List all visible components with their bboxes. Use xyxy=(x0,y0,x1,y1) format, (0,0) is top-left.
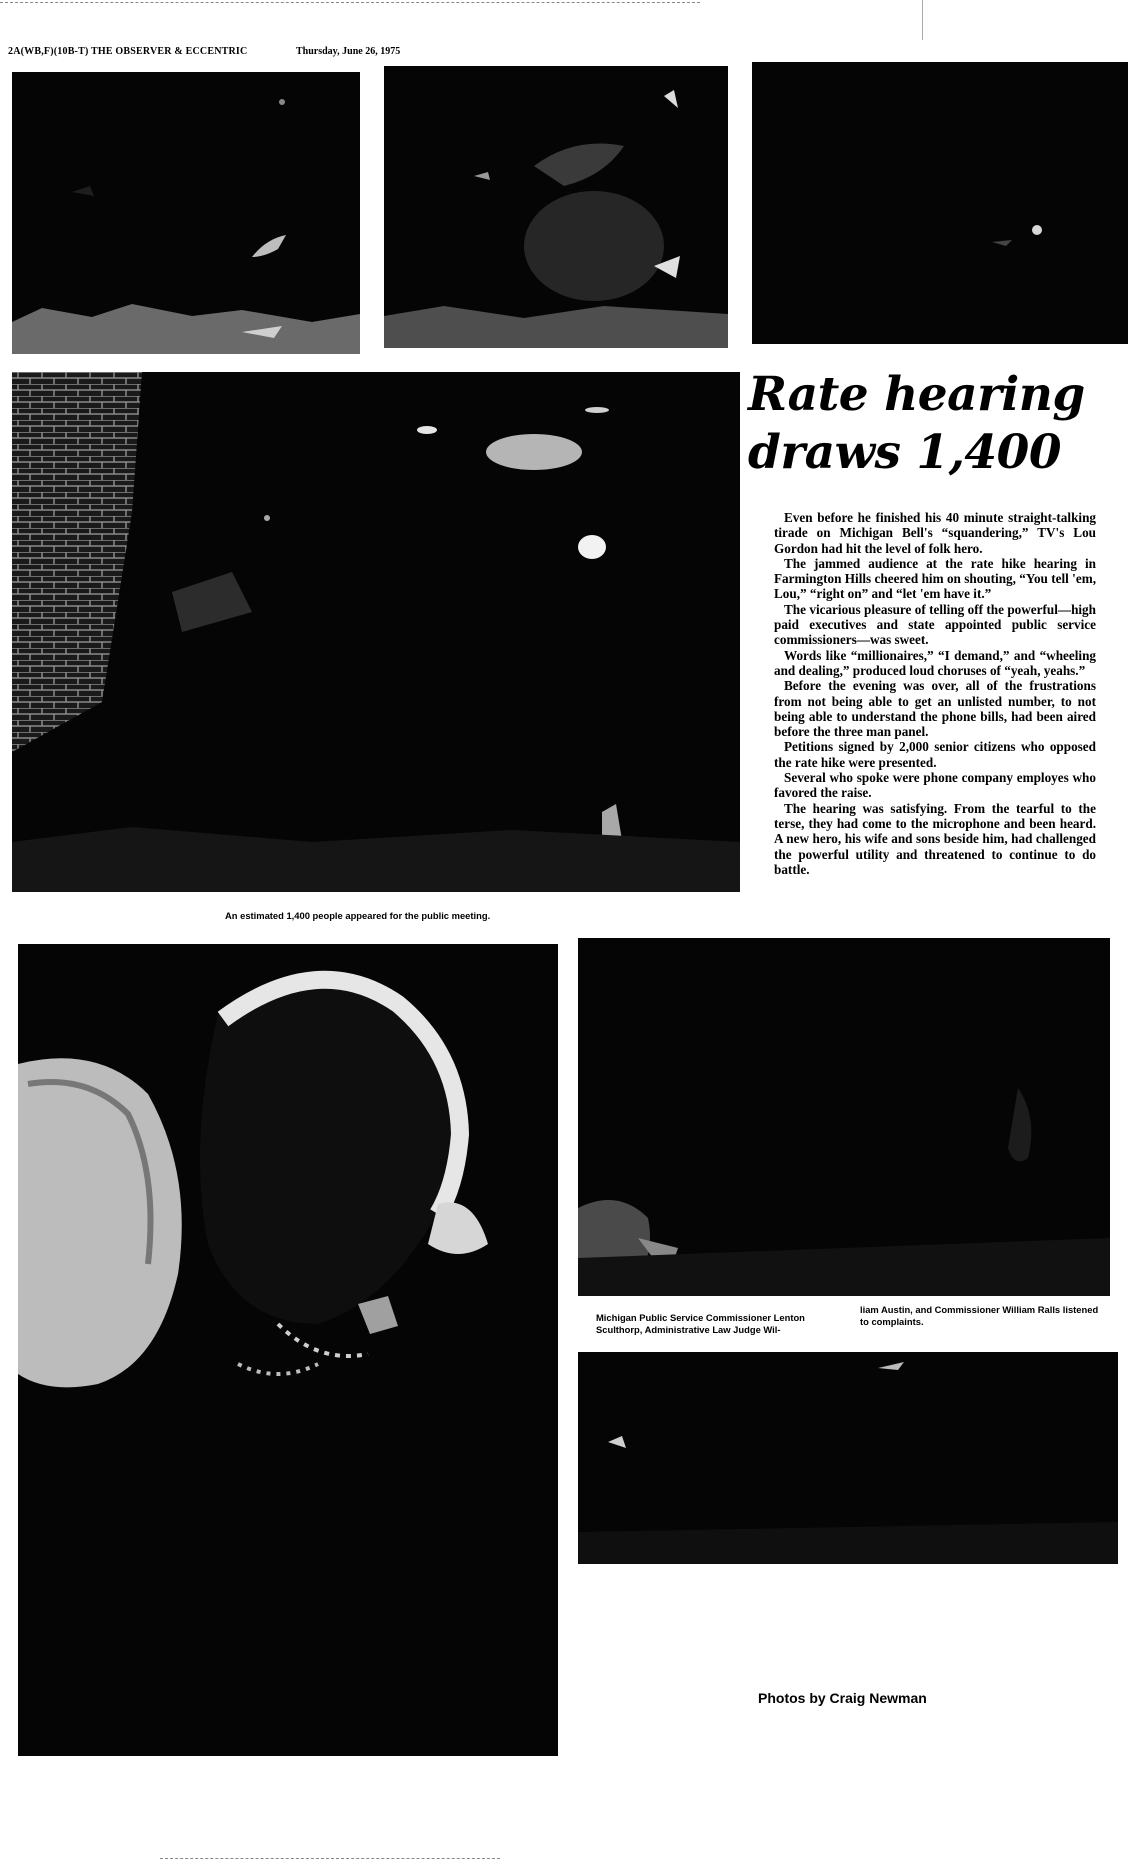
photo-commissioners xyxy=(578,938,1110,1296)
story-paragraph: Before the evening was over, all of the frustrations from not being able to get an unlisted number, to not being able to understand the phone bills, had been aired before the three man panel. xyxy=(774,678,1096,740)
page-date: Thursday, June 26, 1975 xyxy=(296,46,401,57)
scan-edge-bottom xyxy=(160,1858,500,1859)
photo-crowd xyxy=(12,372,740,892)
story-paragraph: Even before he finished his 40 minute straight-talking tirade on Michigan Bell's “squandering,” TV's Lou Gordon had hit the level of folk hero. xyxy=(774,510,1096,556)
story-paragraph: The vicarious pleasure of telling off the powerful—high paid executives and state appointed public service commissioners—was sweet. xyxy=(774,601,1096,648)
story-paragraph: Several who spoke were phone company employes who favored the raise. xyxy=(774,770,1096,801)
story-body xyxy=(774,510,1096,877)
photo-top-center xyxy=(384,66,728,348)
story-paragraph: Petitions signed by 2,000 senior citizens who opposed the rate hike were presented. xyxy=(774,739,1096,770)
headline-line-2: draws 1,400 xyxy=(748,425,1062,480)
caption-commissioners-left: Michigan Public Service Commissioner Lenton Sculthorp, Administrative Law Judge Wil- xyxy=(596,1312,805,1335)
fold-line xyxy=(922,0,923,40)
caption-commissioners-right: liam Austin, and Commissioner William Ralls listened to complaints. xyxy=(860,1304,1099,1327)
page-folio: 2A(WB,F)(10B-T) THE OBSERVER & ECCENTRIC xyxy=(8,46,248,57)
photo-credit: Photos by Craig Newman xyxy=(758,1690,927,1706)
headline-line-1: Rate hearing xyxy=(748,367,1085,422)
story-paragraph: The jammed audience at the rate hike hearing in Farmington Hills cheered him on shouting, “You tell 'em, Lou,” “right on” and “let 'em have it.” xyxy=(774,555,1096,602)
story-paragraph: Words like “millionaires,” “I demand,” and “wheeling and dealing,” produced loud choruses of “yeah, yeahs.” xyxy=(774,647,1096,678)
story-paragraph: The hearing was satisfying. From the tearful to the terse, they had come to the microphone and been heard. A new hero, his wife and sons beside him, had challenged the powerful utility and threatened to continue to do battle. xyxy=(774,800,1096,877)
photo-top-right xyxy=(752,62,1128,344)
headline xyxy=(748,366,1088,482)
caption-crowd: An estimated 1,400 people appeared for the public meeting. xyxy=(225,910,491,921)
photo-top-left xyxy=(12,72,360,354)
photo-audience-bottom xyxy=(578,1352,1118,1564)
photo-speaker-portrait xyxy=(18,944,558,1756)
scan-edge-top xyxy=(0,2,700,3)
